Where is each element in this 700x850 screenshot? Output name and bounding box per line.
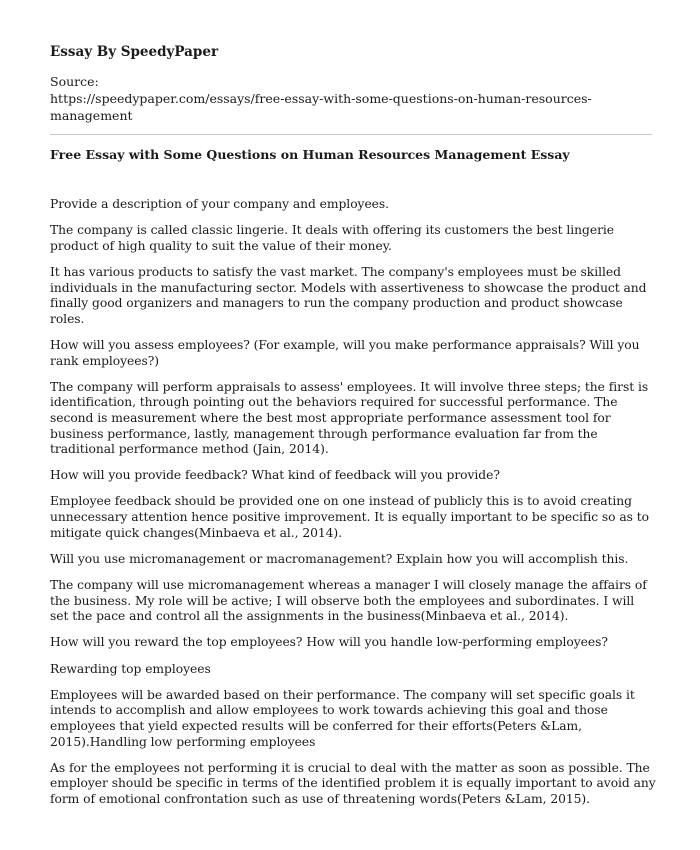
- paragraph-feedback: Employee feedback should be provided one on one instead of publicly this is to avoid creating unnecessary attention hence positive improvement. It is equally important to be specific so as to mitigate quick changes(Minbaeva et al., 2014).: [50, 494, 650, 540]
- document-page: [50, 44, 656, 818]
- essay-body: [50, 197, 656, 808]
- paragraph-low-performing: As for the employees not performing it is crucial to deal with the matter as soon as possible. The employer should be specific in terms of the identified problem it is equally important to avoid any form of emotional confrontation such as use of threatening words(Peters &Lam, 2015).: [50, 760, 656, 806]
- source-label: Source:: [50, 74, 99, 89]
- paragraph-company-name: The company is called classic lingerie. It deals with offering its customers the best lingerie product of high quality to suit the value of their money.: [50, 223, 615, 253]
- paragraph-company-products: It has various products to satisfy the vast market. The company's employees must be skilled individuals in the manufacturing sector. Models with assertiveness to showcase the product and finally good organizers and managers to run the company production and product showcase roles.: [50, 264, 647, 326]
- essay-title: Free Essay with Some Questions on Human Resources Management Essay: [50, 147, 570, 162]
- paragraph-question-assess: How will you assess employees? (For example, will you make performance appraisals? Will you rank employees?): [50, 337, 640, 368]
- header-divider: [50, 134, 652, 135]
- paragraph-question-feedback: How will you provide feedback? What kind of feedback will you provide?: [50, 468, 500, 483]
- paragraph-rewarding: Employees will be awarded based on their performance. The company will set specific goals it intends to accomplish and allow employees to work towards achieving this goal and those employees that yield expected results will be conferred for their efforts(Peters &Lam, 2015).Handling low performing employees: [50, 687, 635, 749]
- paragraph-question-company: Provide a description of your company and employees.: [50, 197, 390, 211]
- paragraph-question-reward: How will you reward the top employees? How will you handle low-performing employees?: [50, 635, 608, 650]
- paragraph-micromanagement: The company will use micromanagement whereas a manager I will closely manage the affairs of the business. My role will be active; I will observe both the employees and subordinates. I will set the pace and control all the assignments in the business(Minbaeva et al., 2014).: [50, 578, 647, 624]
- paragraph-appraisals: The company will perform appraisals to assess' employees. It will involve three steps; the first is identification, through pointing out the behaviors required for successful performance. The second is measurement where the best most appropriate performance assessment tool for business performance, lastly, management through performance evaluation far from the traditional performance method (Jain, 2014).: [50, 379, 649, 457]
- source-url[interactable]: https://speedypaper.com/essays/free-essay-with-some-questions-on-human-resources-management: [50, 91, 592, 123]
- paragraph-question-management: Will you use micromanagement or macromanagement? Explain how you will accomplish this.: [50, 551, 629, 566]
- site-header-title: Essay By SpeedyPaper: [50, 44, 219, 60]
- paragraph-rewarding-heading: Rewarding top employees: [50, 661, 211, 676]
